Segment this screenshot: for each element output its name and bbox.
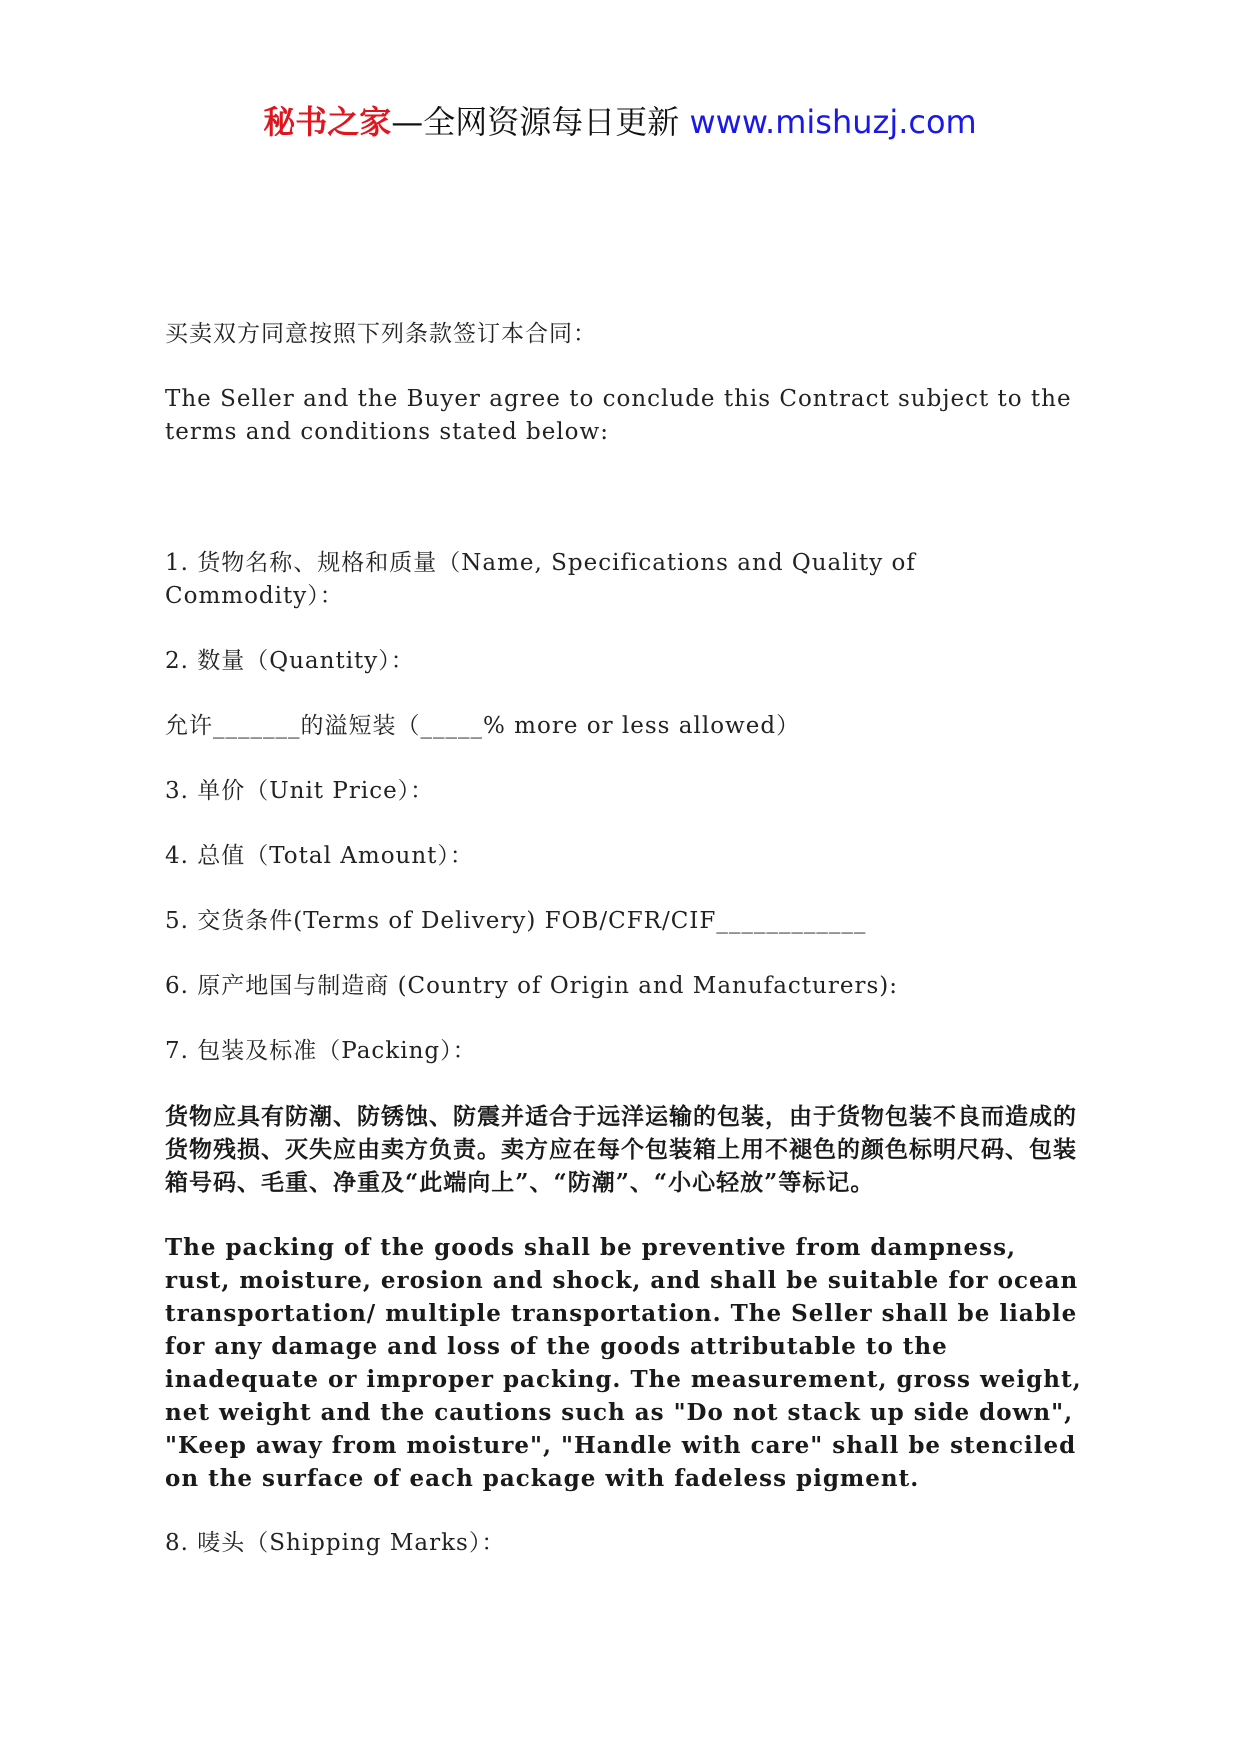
site-brand: 秘书之家 (263, 103, 392, 141)
clause-4-total-amount: 4. 总值（Total Amount）： (165, 843, 474, 869)
intro-en: The Seller and the Buyer agree to conclude this Contract subject to the terms and conditions stated below: (165, 386, 1072, 445)
contract-body (165, 318, 1085, 1592)
clause-3-unit-price: 3. 单价（Unit Price）： (165, 778, 435, 804)
clause-7-packing: 7. 包装及标准（Packing）： (165, 1038, 477, 1064)
site-tagline: —全网资源每日更新 (391, 103, 690, 141)
clause-2-quantity: 2. 数量（Quantity）： (165, 648, 415, 674)
clause-1-commodity: 1. 货物名称、规格和质量（Name, Specifications and Quality of Commodity）： (165, 550, 916, 609)
clause-8-shipping-marks: 8. 唛头（Shipping Marks）： (165, 1530, 506, 1556)
clause-5-delivery-terms: 5. 交货条件(Terms of Delivery) FOB/CFR/CIF____________ (165, 908, 867, 934)
packing-text-en: The packing of the goods shall be preventive from dampness, rust, moisture, erosion and shock, and shall be suitable for ocean transportation/ multiple transportation. The Seller shall be liable for any damage and loss of the goods attributable to the inadequate or improper packing. The measurement, gross weight, net weight and the cautions such as "Do not stack up side down", "Keep away from moisture", "Handle with care" shall be stenciled on the surface of each package with fadeless pigment. (165, 1234, 1082, 1492)
clause-2-allowance: 允许_______的溢短装（_____% more or less allowed） (165, 713, 801, 739)
site-url-link[interactable]: www.mishuzj.com (689, 103, 977, 141)
intro-cn: 买卖双方同意按照下列条款签订本合同： (165, 321, 597, 347)
packing-text-cn: 货物应具有防潮、防锈蚀、防震并适合于远洋运输的包装，由于货物包装不良而造成的货物残损、灭失应由卖方负责。卖方应在每个包装箱上用不褪色的颜色标明尺码、包装箱号码、毛重、净重及“此端向上”、“防潮”、“小心轻放”等标记。 (165, 1103, 1077, 1196)
clause-6-origin: 6. 原产地国与制造商 (Country of Origin and Manufacturers): (165, 973, 898, 999)
site-header (0, 100, 1240, 144)
